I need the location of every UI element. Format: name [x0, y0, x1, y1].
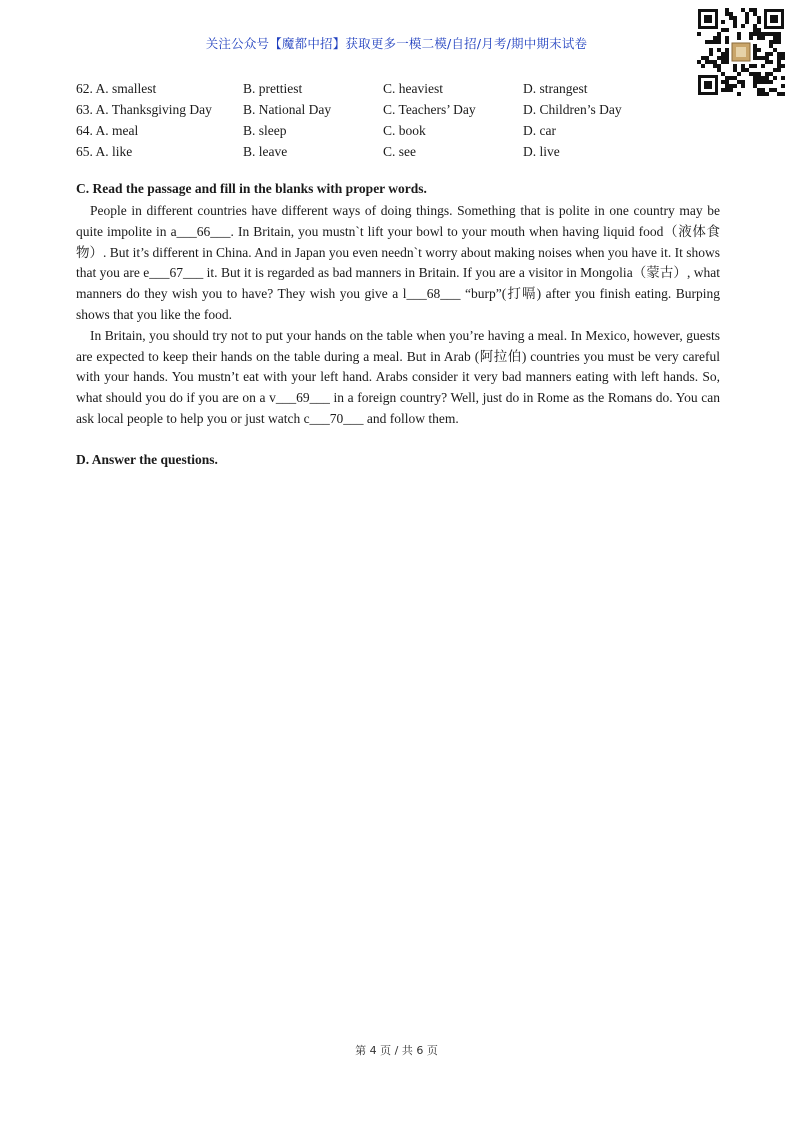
option-a: 63. A. Thanksgiving Day — [76, 102, 212, 117]
option-c: C. heaviest — [383, 81, 443, 96]
option-b: B. prettiest — [243, 81, 303, 96]
option-a: 62. A. smallest — [76, 81, 157, 96]
section-c-heading: C. Read the passage and fill in the blanks with proper words. — [76, 181, 427, 196]
option-row-64 — [76, 120, 663, 141]
header-banner: 关注公众号【魔都中招】获取更多一模二模/自招/月考/期中期末试卷 — [205, 36, 588, 51]
passage-paragraph: People in different countries have different ways of doing things. Something that is polite in one country may be quite impolite in a___66___. In Britain, you mustn`t lift your bowl to your mouth when having liquid food（液体食物）. But it’s different in China. And in Japan you even needn`t worry about making noises when you have it. It shows that you are e___67___ it. But it is regarded as bad manners in Britain. If you are a visitor in Mongolia（蒙古）, what manners do they wish you to have? They wish you give a l___68___ “burp”(打嗝) after you finish eating. Burping shows that you like the food. — [76, 203, 720, 322]
option-a: 64. A. meal — [76, 123, 139, 138]
qr-code-icon — [697, 8, 785, 96]
option-c: C. see — [383, 144, 416, 159]
option-d: D. car — [523, 123, 556, 138]
page-number: 第 4 页 / 共 6 页 — [355, 1044, 438, 1057]
option-row-65 — [76, 141, 663, 162]
passage-paragraph: In Britain, you should try not to put your hands on the table when you’re having a meal. In Mexico, however, guests are expected to keep their hands on the table during a meal. But in Arab (阿拉伯) countries you must be very careful with your hands. You mustn’t eat with your left hand. Arabs consider it very bad manners eating with left hands. So, what should you do if you are on a v___69___ in a foreign country? Well, just do in Rome as the Romans do. You can ask local people to help you or just watch c___70___ and follow them. — [76, 327, 720, 426]
option-a: 65. A. like — [76, 144, 133, 159]
option-b: B. National Day — [243, 102, 332, 117]
option-c: C. Teachers’ Day — [383, 102, 476, 117]
option-d: D. live — [523, 144, 560, 159]
option-d: D. strangest — [523, 81, 588, 96]
option-b: B. sleep — [243, 123, 287, 138]
section-d-heading: D. Answer the questions. — [76, 452, 218, 467]
option-row-62 — [76, 78, 663, 99]
multiple-choice-options — [76, 78, 663, 162]
reading-passage — [76, 201, 720, 430]
option-b: B. leave — [243, 144, 288, 159]
option-c: C. book — [383, 123, 426, 138]
option-d: D. Children’s Day — [523, 102, 622, 117]
option-row-63 — [76, 99, 663, 120]
